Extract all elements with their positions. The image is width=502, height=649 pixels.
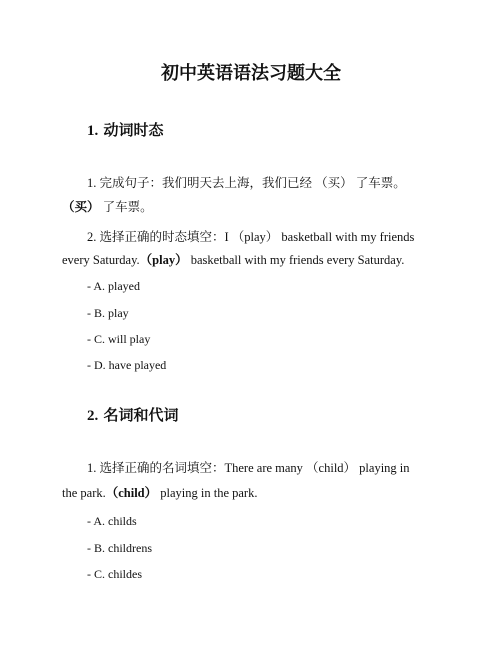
option-item: - C. childes [87, 567, 142, 581]
question-continuation [62, 485, 257, 502]
option-item: - C. will play [87, 332, 151, 346]
option-item: - A. childs [87, 514, 137, 528]
question-text-rest: 了车票。 [99, 200, 153, 214]
option-item: - B. childrens [87, 541, 152, 555]
section-heading-tenses [87, 120, 164, 141]
question-text-start: the park. [62, 486, 106, 500]
question-text-rest: basketball with my friends every Saturday. [187, 253, 405, 267]
section-number: 2. [87, 408, 99, 424]
section-number: 1. [87, 123, 99, 139]
section-title: 动词时态 [103, 121, 164, 139]
answer-text: （child） [105, 486, 158, 500]
option-item: - A. played [87, 279, 140, 293]
answer-text: （买） [62, 200, 100, 214]
section-title: 名词和代词 [103, 406, 179, 424]
question-text-start: every Saturday. [62, 253, 140, 267]
question-text: 1. 选择正确的名词填空：There are many （child） playing in [87, 461, 410, 475]
question-text: 2. 选择正确的时态填空：I （play） basketball with my friends [87, 230, 415, 244]
answer-text: （play） [139, 253, 188, 267]
question-text-rest: playing in the park. [157, 486, 258, 500]
question-continuation [62, 252, 404, 269]
question-continuation [62, 199, 153, 216]
document-title: 初中英语语法习题大全 [161, 63, 341, 84]
question-text: 1. 完成句子：我们明天去上海，我们已经 （买） 了车票。 [87, 176, 406, 190]
option-item: - B. play [87, 306, 129, 320]
section-heading-nouns-pronouns [87, 405, 179, 426]
option-item: - D. have played [87, 358, 167, 372]
